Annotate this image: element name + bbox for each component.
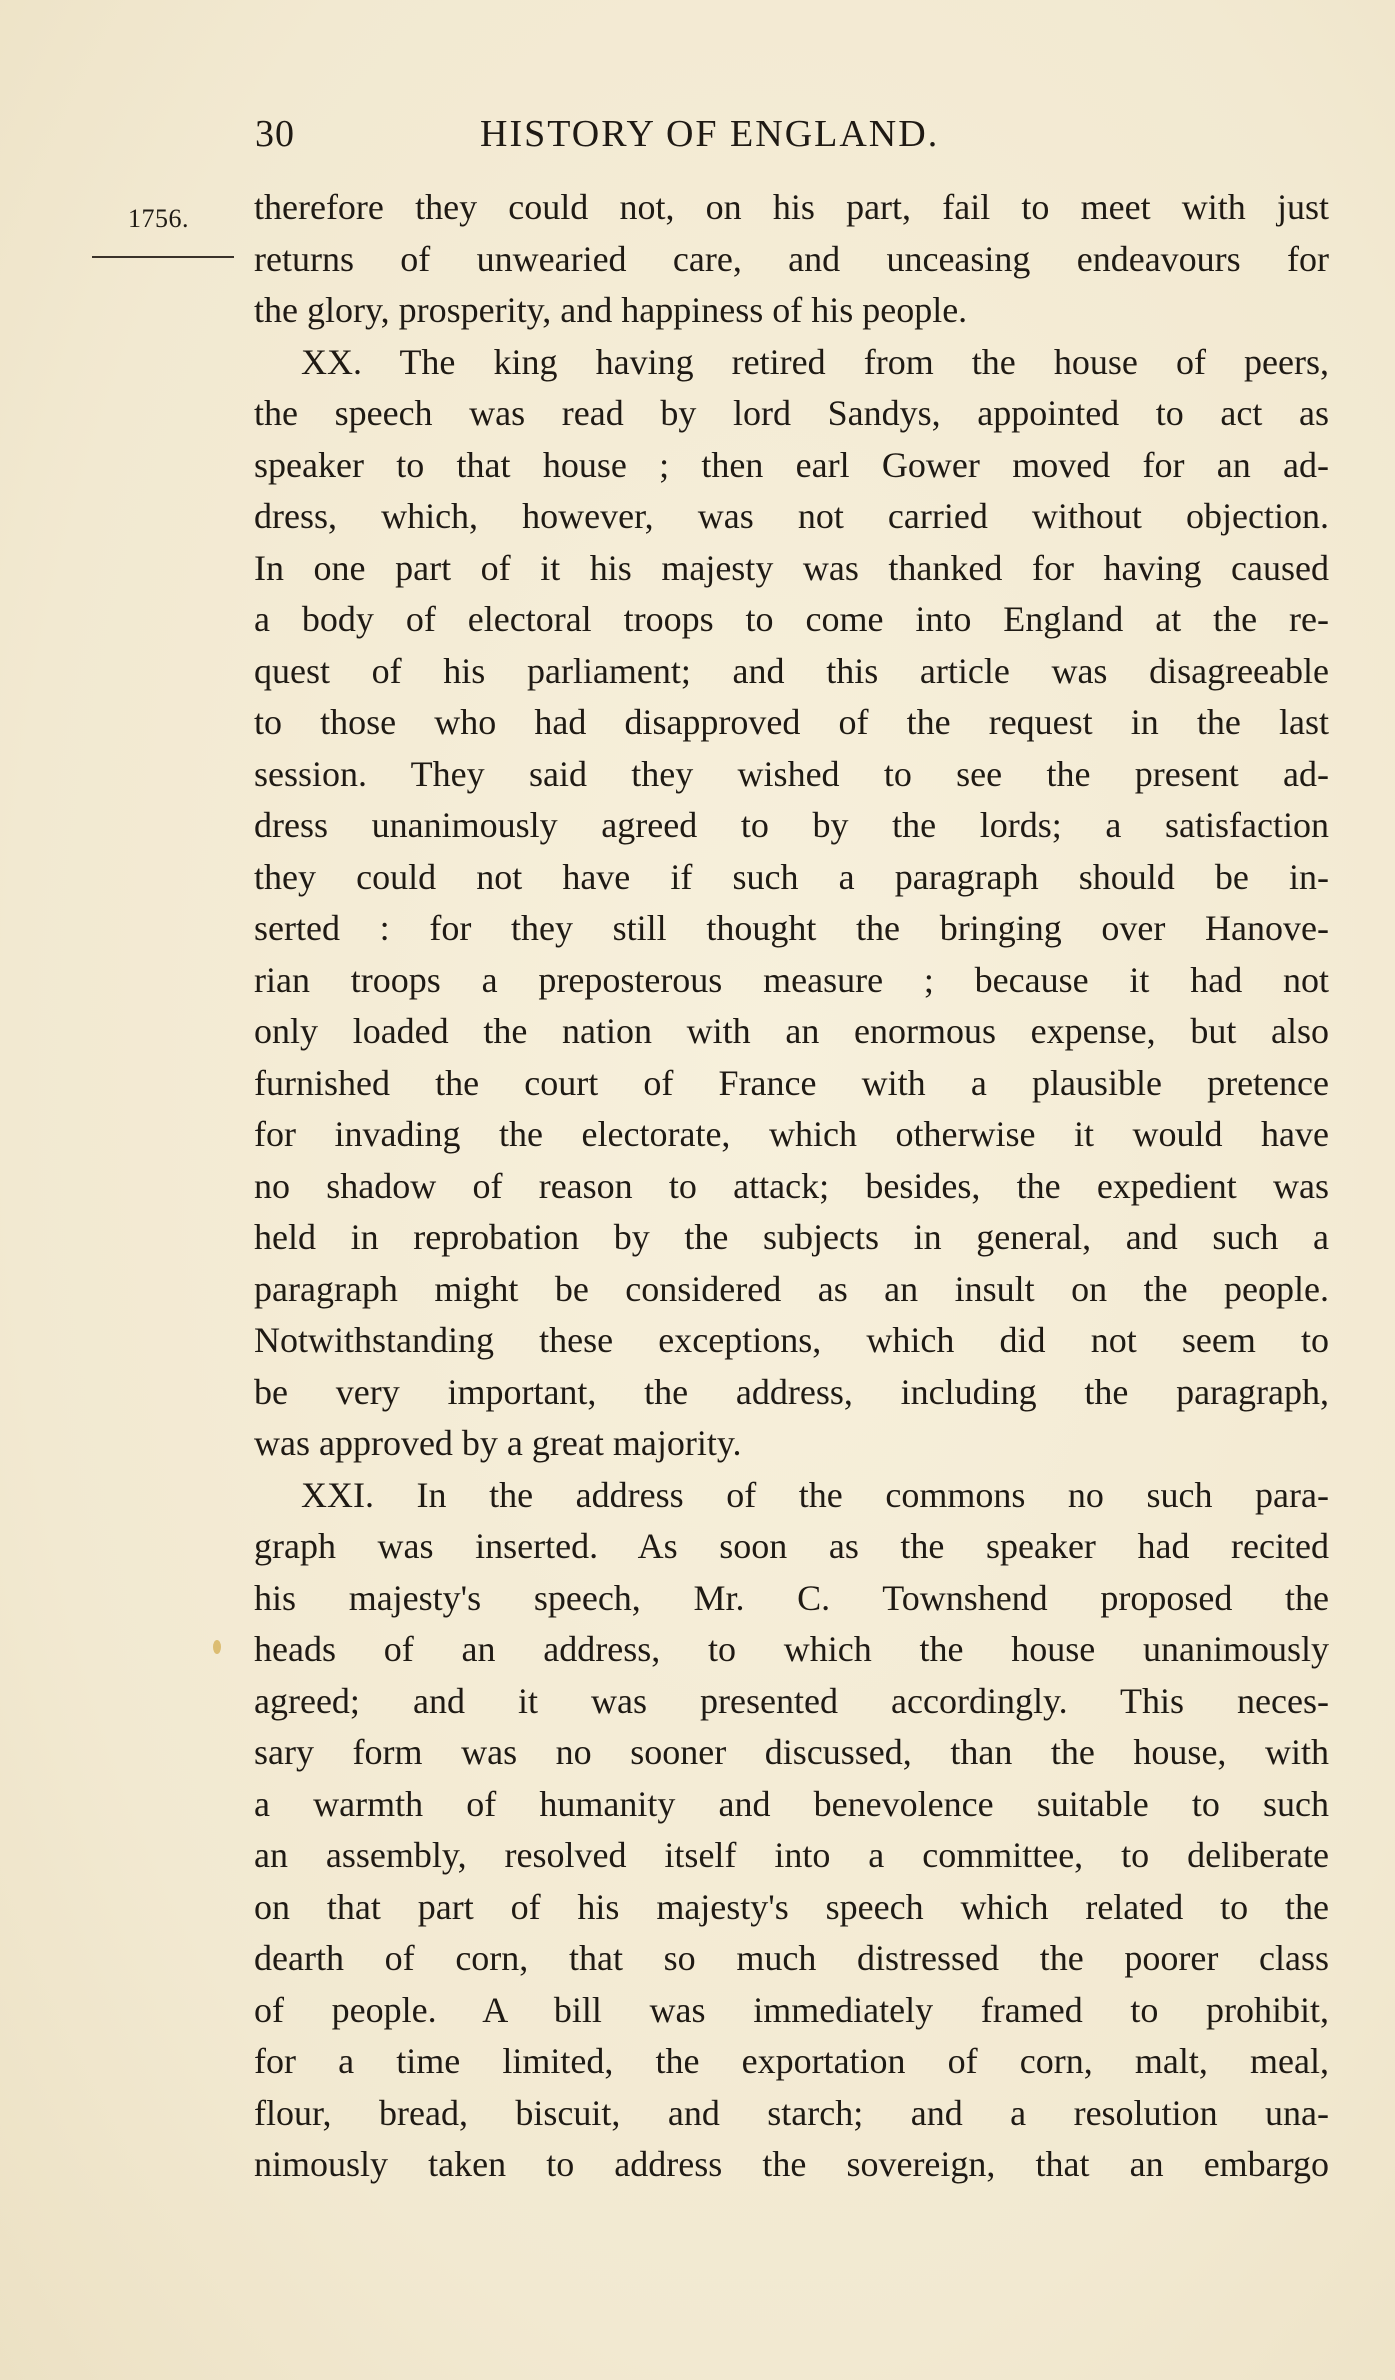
text-line: session. They said they wished to see the present ad- (254, 753, 1329, 794)
text-line: therefore they could not, on his part, fail to meet with just (254, 187, 1329, 227)
text-line: serted : for they still thought the bringing over Hanove- (254, 908, 1329, 948)
text-line: agreed; and it was presented accordingly. This neces- (254, 1680, 1329, 1721)
text-line: dress unanimously agreed to by the lords; a satisfaction (254, 805, 1329, 845)
text-line: they could not have if such a paragraph should be in- (254, 856, 1329, 897)
text-line: a warmth of humanity and benevolence suitable to such (254, 1783, 1329, 1824)
running-head (255, 112, 1075, 162)
section-heading-line: XXI. In the address of the commons no such para- (301, 1474, 1329, 1515)
text-line: dearth of corn, that so much distressed the poorer class (254, 1938, 1329, 1978)
margin-rule (92, 256, 234, 258)
text-line: his majesty's speech, Mr. C. Townshend proposed the (254, 1577, 1329, 1618)
text-line: rian troops a preposterous measure ; because it had not (254, 959, 1329, 1000)
text-line: was approved by a great majority. (254, 1423, 742, 1463)
body-text (254, 182, 1329, 2191)
text-line: the speech was read by lord Sandys, appointed to act as (254, 393, 1329, 433)
page-number: 30 (255, 113, 295, 155)
text-line: graph was inserted. As soon as the speaker had recited (254, 1526, 1329, 1566)
text-line: sary form was no sooner discussed, than the house, with (254, 1732, 1329, 1772)
text-line: for a time limited, the exportation of corn, malt, meal, (254, 2041, 1329, 2081)
text-line: Notwithstanding these exceptions, which did not seem to (254, 1320, 1329, 1360)
text-line: flour, bread, biscuit, and starch; and a resolution una- (254, 2092, 1329, 2133)
text-line: In one part of it his majesty was thanked for having caused (254, 547, 1329, 588)
text-line: paragraph might be considered as an insult on the people. (254, 1268, 1329, 1309)
text-line: furnished the court of France with a plausible pretence (254, 1062, 1329, 1103)
text-line: of people. A bill was immediately framed to prohibit, (254, 1989, 1329, 2030)
running-title: HISTORY OF ENGLAND. (480, 113, 940, 155)
text-line: returns of unwearied care, and unceasing endeavours for (254, 238, 1329, 279)
text-line: a body of electoral troops to come into England at the re- (254, 599, 1329, 639)
text-line: speaker to that house ; then earl Gower moved for an ad- (254, 444, 1329, 485)
section-heading-line: XX. The king having retired from the house of peers, (301, 341, 1329, 382)
text-line: for invading the electorate, which otherwise it would have (254, 1114, 1329, 1154)
text-line: nimously taken to address the sovereign, that an embargo (254, 2144, 1329, 2184)
text-line: to those who had disapproved of the request in the last (254, 702, 1329, 742)
text-line: be very important, the address, including the paragraph, (254, 1371, 1329, 1412)
text-line: an assembly, resolved itself into a committee, to deliberate (254, 1835, 1329, 1875)
text-line: on that part of his majesty's speech which related to the (254, 1886, 1329, 1927)
text-line: only loaded the nation with an enormous expense, but also (254, 1011, 1329, 1051)
text-line: heads of an address, to which the house unanimously (254, 1629, 1329, 1669)
text-line: held in reprobation by the subjects in general, and such a (254, 1217, 1329, 1257)
text-line: the glory, prosperity, and happiness of his people. (254, 290, 968, 330)
text-line: no shadow of reason to attack; besides, the expedient was (254, 1165, 1329, 1206)
text-line: quest of his parliament; and this article was disagreeable (254, 650, 1329, 691)
margin-year-note: 1756. (128, 204, 189, 233)
ink-smudge (213, 1640, 221, 1654)
text-line: dress, which, however, was not carried without objection. (254, 496, 1329, 536)
